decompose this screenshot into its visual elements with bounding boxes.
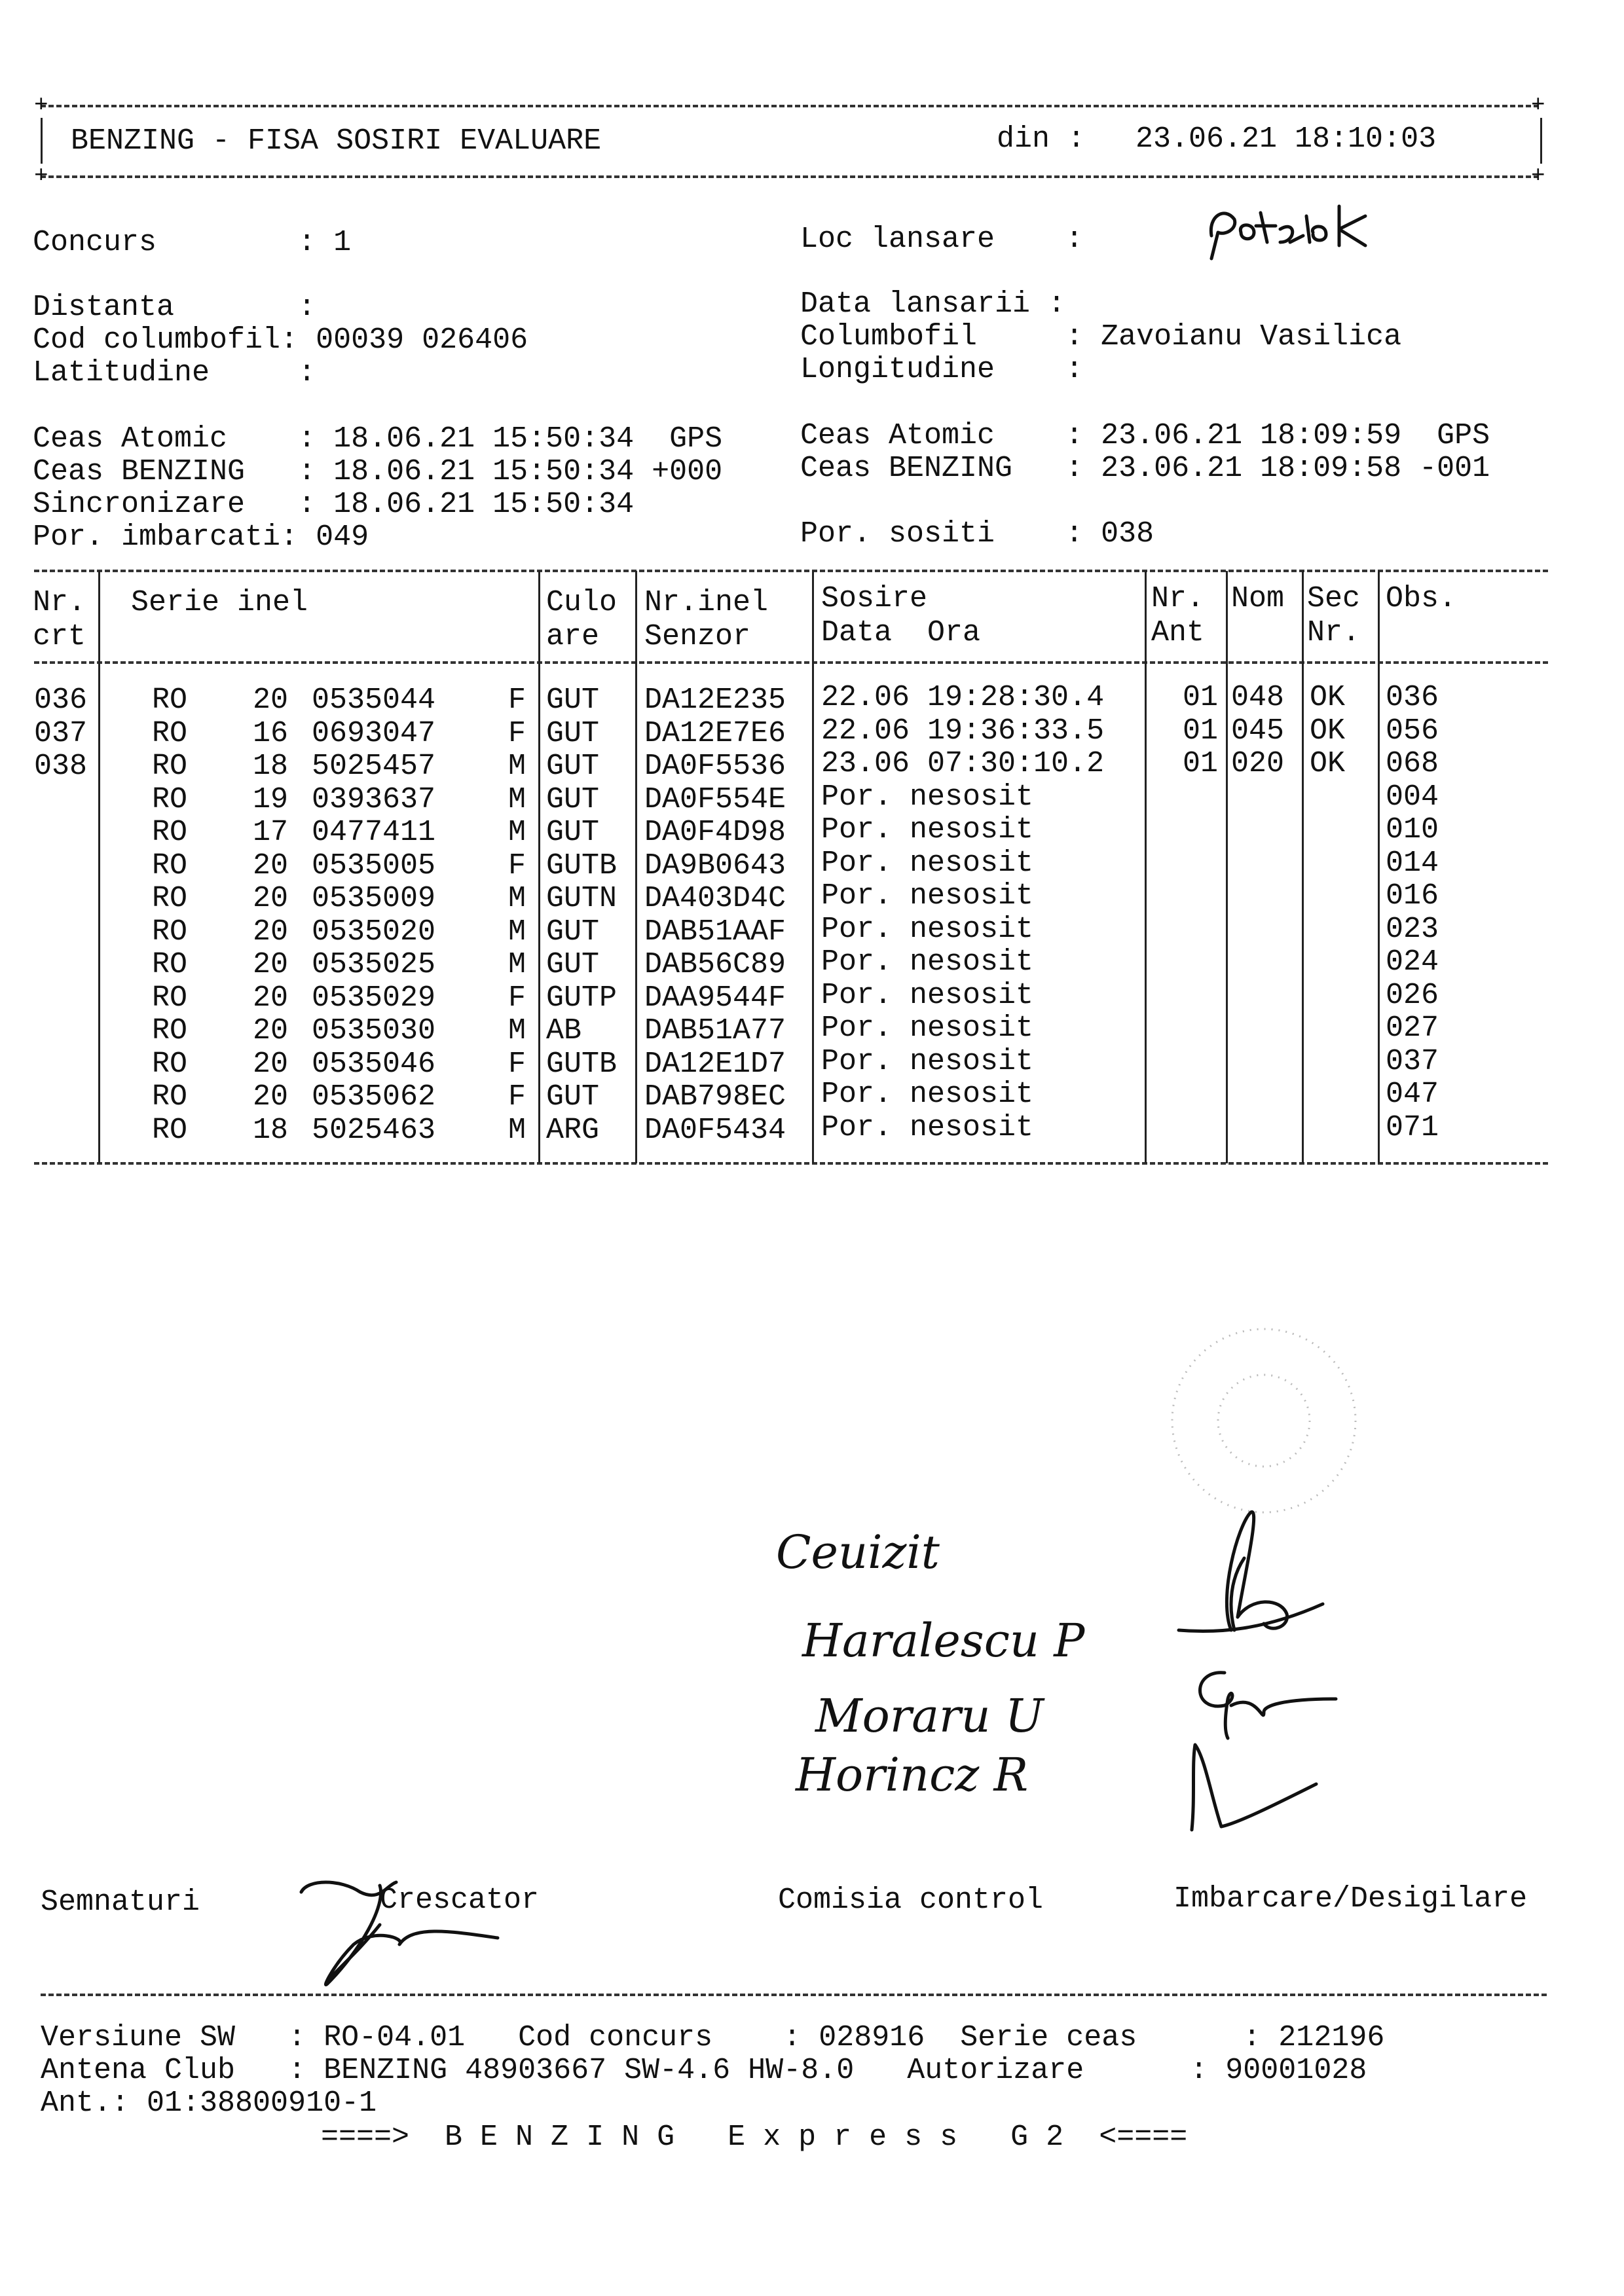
ceas-benzing-start: Ceas BENZING : 18.06.21 15:50:34 +000	[33, 455, 723, 488]
cell-color: GUTB	[546, 1048, 618, 1081]
cell-sosire: Por. nesosit	[821, 1045, 1034, 1078]
col-divider	[812, 571, 814, 1163]
footer-brand: ====> B E N Z I N G E x p r e s s G 2 <====	[321, 2121, 1188, 2154]
cell-year: 20	[253, 1048, 289, 1081]
cell-color: GUT	[546, 816, 600, 849]
loc-lansare-line: Loc lansare :	[800, 223, 1084, 256]
ceas-atomic-start: Ceas Atomic : 18.06.21 15:50:34 GPS	[33, 422, 723, 456]
header-bottom-border	[41, 175, 1539, 178]
cell-ring-number: 5025463	[312, 1114, 436, 1147]
handwritten-name: Horincz R	[796, 1748, 1029, 1802]
cell-year: 17	[253, 816, 289, 849]
cell-year: 20	[253, 1014, 289, 1048]
corner-plus: +	[1531, 162, 1545, 189]
cell-color: GUT	[546, 1080, 600, 1114]
cell-sex: F	[508, 981, 526, 1015]
cell-sosire: 22.06 19:28:30.4	[821, 681, 1105, 714]
cell-nom: 048	[1231, 681, 1285, 714]
cell-sex: F	[508, 849, 526, 883]
cell-sensor: DA0F4D98	[644, 816, 786, 849]
cell-sosire: 22.06 19:36:33.5	[821, 714, 1105, 748]
header-sec-nr: Nr.	[1307, 616, 1361, 649]
cell-sosire: 23.06 07:30:10.2	[821, 747, 1105, 780]
cell-country: RO	[152, 1014, 188, 1048]
report-datetime: 23.06.21 18:10:03	[1135, 122, 1437, 156]
cell-sex: F	[508, 1080, 526, 1114]
cell-color: GUT	[546, 717, 600, 750]
cell-sosire: Por. nesosit	[821, 1078, 1034, 1111]
header-sosire: Sosire	[821, 582, 928, 615]
cell-country: RO	[152, 1114, 188, 1147]
table-top-border	[34, 570, 1548, 572]
header-left-border	[41, 118, 43, 164]
corner-plus: +	[34, 162, 48, 189]
cell-sex: F	[508, 717, 526, 750]
cell-color: GUT	[546, 750, 600, 783]
cell-year: 18	[253, 750, 289, 783]
header-serie-inel: Serie inel	[131, 586, 308, 619]
cell-sensor: DA12E235	[644, 683, 786, 717]
cell-obs: 071	[1386, 1111, 1439, 1144]
cell-ring-number: 5025457	[312, 750, 436, 783]
cell-year: 19	[253, 783, 289, 816]
cell-year: 20	[253, 981, 289, 1015]
col-divider	[1378, 571, 1380, 1163]
cell-ring-number: 0393637	[312, 783, 436, 816]
stamp-mark	[1153, 1316, 1375, 1525]
cell-year: 20	[253, 683, 289, 717]
document-title: BENZING - FISA SOSIRI EVALUARE	[71, 124, 602, 158]
corner-plus: +	[1531, 92, 1545, 118]
cell-nr-crt: 036	[34, 683, 88, 717]
header-sosire: Data Ora	[821, 616, 981, 649]
header-right-border	[1540, 118, 1542, 164]
cell-year: 20	[253, 948, 289, 981]
cell-ring-number: 0535005	[312, 849, 436, 883]
semnaturi-label: Semnaturi	[41, 1886, 200, 1919]
cell-nr-ant: 01	[1183, 714, 1219, 748]
header-nr-inel-senzor: Nr.inel	[644, 586, 769, 619]
cell-year: 20	[253, 882, 289, 915]
cell-sosire: Por. nesosit	[821, 913, 1034, 946]
col-divider	[1302, 571, 1304, 1163]
cell-sosire: Por. nesosit	[821, 813, 1034, 847]
footer-versiune: Versiune SW : RO-04.01 Cod concurs : 028916 Serie ceas : 212196	[41, 2021, 1385, 2054]
cell-sex: M	[508, 948, 526, 981]
crescator-label: Crescator	[380, 1884, 540, 1917]
cell-sex: F	[508, 1048, 526, 1081]
cell-color: GUT	[546, 783, 600, 816]
cell-obs: 024	[1386, 945, 1439, 979]
cell-obs: 027	[1386, 1011, 1439, 1045]
cell-country: RO	[152, 948, 188, 981]
cell-ring-number: 0535020	[312, 915, 436, 949]
cell-ring-number: 0535030	[312, 1014, 436, 1048]
cell-nom: 020	[1231, 747, 1285, 780]
header-culoare: Culo	[546, 586, 618, 619]
cell-year: 16	[253, 717, 289, 750]
header-nom: Nom	[1231, 582, 1285, 615]
cell-obs: 014	[1386, 847, 1439, 880]
cell-nr-crt: 037	[34, 717, 88, 750]
cell-obs: 010	[1386, 813, 1439, 847]
handwritten-name: Moraru U	[815, 1689, 1044, 1743]
handwritten-name: Ceuizit	[776, 1525, 940, 1579]
distanta-line: Distanta :	[33, 291, 316, 324]
header-culoare: are	[546, 620, 600, 653]
cell-sensor: DAA9544F	[644, 981, 786, 1015]
cell-obs: 056	[1386, 714, 1439, 748]
columbofil-line: Columbofil : Zavoianu Vasilica	[800, 320, 1402, 354]
cell-sosire: Por. nesosit	[821, 879, 1034, 913]
signature-crescator	[288, 1866, 540, 1997]
din-label: din :	[997, 122, 1086, 156]
cell-country: RO	[152, 1048, 188, 1081]
cell-sec: OK	[1310, 681, 1346, 714]
header-top-border	[41, 105, 1539, 107]
col-divider	[1145, 571, 1147, 1163]
header-nr-ant: Nr.	[1151, 582, 1205, 615]
cell-color: GUT	[546, 683, 600, 717]
cell-ring-number: 0477411	[312, 816, 436, 849]
table-header-separator	[34, 661, 1548, 664]
concurs-line: Concurs : 1	[33, 226, 352, 259]
cell-nr-crt: 038	[34, 750, 88, 783]
cod-columbofil-line: Cod columbofil: 00039 026406	[33, 323, 528, 357]
cell-ring-number: 0535009	[312, 882, 436, 915]
cell-color: GUT	[546, 915, 600, 949]
cell-obs: 037	[1386, 1045, 1439, 1078]
cell-sensor: DA0F5536	[644, 750, 786, 783]
header-sec-nr: Sec	[1307, 582, 1361, 615]
comisia-control-label: Comisia control	[778, 1884, 1044, 1917]
cell-sensor: DA0F554E	[644, 783, 786, 816]
imbarcare-label: Imbarcare/Desigilare	[1173, 1882, 1528, 1916]
cell-color: GUT	[546, 948, 600, 981]
cell-obs: 068	[1386, 747, 1439, 780]
cell-country: RO	[152, 783, 188, 816]
table-bottom-border	[34, 1162, 1548, 1165]
cell-obs: 004	[1386, 780, 1439, 814]
cell-year: 20	[253, 915, 289, 949]
cell-color: AB	[546, 1014, 582, 1048]
cell-country: RO	[152, 816, 188, 849]
header-nr-crt: Nr.	[33, 586, 86, 619]
footer-separator	[41, 1994, 1547, 1996]
cell-ring-number: 0535029	[312, 981, 436, 1015]
cell-color: GUTP	[546, 981, 618, 1015]
cell-nom: 045	[1231, 714, 1285, 748]
ceas-benzing-end: Ceas BENZING : 23.06.21 18:09:58 -001	[800, 452, 1490, 485]
cell-country: RO	[152, 750, 188, 783]
sincronizare-line: Sincronizare : 18.06.21 15:50:34	[33, 488, 635, 521]
handwritten-name: Haralescu P	[802, 1614, 1085, 1667]
cell-sensor: DAB51AAF	[644, 915, 786, 949]
longitudine-line: Longitudine :	[800, 353, 1084, 386]
data-lansarii-line: Data lansarii :	[800, 287, 1066, 321]
cell-country: RO	[152, 1080, 188, 1114]
col-divider	[635, 571, 637, 1163]
col-divider	[1226, 571, 1228, 1163]
cell-sex: M	[508, 750, 526, 783]
footer-ant: Ant.: 01:38800910-1	[41, 2086, 377, 2120]
cell-sosire: Por. nesosit	[821, 945, 1034, 979]
latitudine-line: Latitudine :	[33, 356, 316, 390]
col-divider	[98, 571, 100, 1163]
cell-year: 18	[253, 1114, 289, 1147]
cell-country: RO	[152, 882, 188, 915]
header-nr-ant: Ant	[1151, 616, 1205, 649]
cell-sosire: Por. nesosit	[821, 847, 1034, 880]
cell-sex: F	[508, 683, 526, 717]
cell-color: GUTB	[546, 849, 618, 883]
cell-sosire: Por. nesosit	[821, 1011, 1034, 1045]
cell-ring-number: 0535046	[312, 1048, 436, 1081]
cell-year: 20	[253, 849, 289, 883]
cell-sec: OK	[1310, 747, 1346, 780]
por-sositi-line: Por. sositi : 038	[800, 517, 1154, 551]
ceas-atomic-end: Ceas Atomic : 23.06.21 18:09:59 GPS	[800, 419, 1490, 452]
cell-obs: 016	[1386, 879, 1439, 913]
cell-obs: 036	[1386, 681, 1439, 714]
signature-comisia-1	[1166, 1499, 1336, 1656]
cell-color: GUTN	[546, 882, 618, 915]
loc-lansare-handwritten	[1198, 190, 1395, 262]
cell-sec: OK	[1310, 714, 1346, 748]
cell-color: ARG	[546, 1114, 600, 1147]
corner-plus: +	[34, 92, 48, 118]
header-nr-inel-senzor: Senzor	[644, 620, 751, 653]
cell-country: RO	[152, 683, 188, 717]
cell-sensor: DA0F5434	[644, 1114, 786, 1147]
cell-country: RO	[152, 981, 188, 1015]
cell-sensor: DA9B0643	[644, 849, 786, 883]
cell-sex: M	[508, 816, 526, 849]
cell-country: RO	[152, 717, 188, 750]
header-nr-crt: crt	[33, 620, 86, 653]
header-obs: Obs.	[1386, 582, 1457, 615]
cell-sensor: DAB798EC	[644, 1080, 786, 1114]
cell-sex: M	[508, 783, 526, 816]
cell-obs: 023	[1386, 913, 1439, 946]
cell-nr-ant: 01	[1183, 681, 1219, 714]
cell-sex: M	[508, 915, 526, 949]
cell-sex: M	[508, 1114, 526, 1147]
cell-country: RO	[152, 849, 188, 883]
cell-sensor: DAB56C89	[644, 948, 786, 981]
cell-sex: M	[508, 1014, 526, 1048]
cell-sosire: Por. nesosit	[821, 979, 1034, 1012]
cell-ring-number: 0535025	[312, 948, 436, 981]
cell-country: RO	[152, 915, 188, 949]
cell-sex: M	[508, 882, 526, 915]
cell-nr-ant: 01	[1183, 747, 1219, 780]
footer-antena: Antena Club : BENZING 48903667 SW-4.6 HW-8.0 Autorizare : 90001028	[41, 2054, 1367, 2087]
cell-sensor: DAB51A77	[644, 1014, 786, 1048]
cell-ring-number: 0535062	[312, 1080, 436, 1114]
por-imbarcati-line: Por. imbarcati: 049	[33, 520, 369, 554]
cell-sensor: DA12E1D7	[644, 1048, 786, 1081]
col-divider	[538, 571, 540, 1163]
cell-sensor: DA12E7E6	[644, 717, 786, 750]
cell-sensor: DA403D4C	[644, 882, 786, 915]
cell-obs: 026	[1386, 979, 1439, 1012]
cell-obs: 047	[1386, 1078, 1439, 1111]
cell-year: 20	[253, 1080, 289, 1114]
cell-sosire: Por. nesosit	[821, 1111, 1034, 1144]
cell-ring-number: 0535044	[312, 683, 436, 717]
cell-ring-number: 0693047	[312, 717, 436, 750]
cell-sosire: Por. nesosit	[821, 780, 1034, 814]
signature-comisia-3	[1166, 1732, 1362, 1836]
